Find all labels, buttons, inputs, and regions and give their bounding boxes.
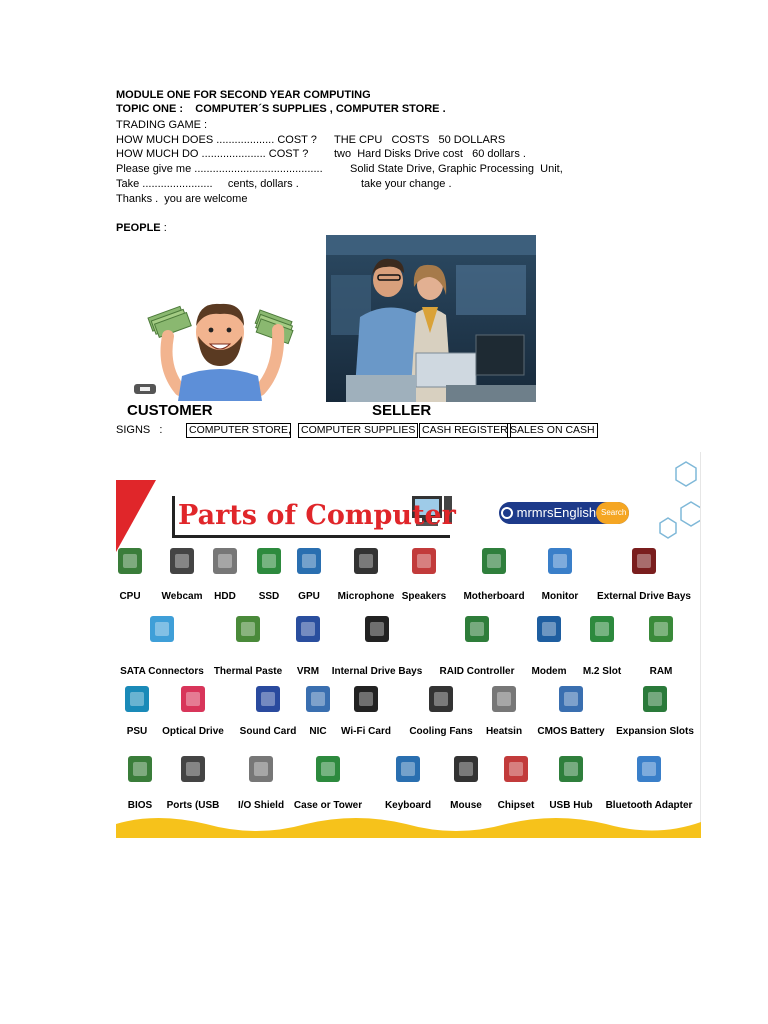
part-label: GPU — [298, 591, 320, 602]
part-label: Chipset — [497, 800, 535, 811]
trading-line-3-left: Please give me .......................................... — [116, 163, 323, 175]
part-icon-sata-connectors-icon — [146, 612, 178, 651]
part-label: Internal Drive Bays — [331, 666, 423, 677]
part-icon-ports-usb-icon — [177, 752, 209, 791]
part-icon-expansion-slots-icon — [639, 682, 671, 721]
part-label: CPU — [119, 591, 141, 602]
part-label: Wi-Fi Card — [341, 726, 391, 737]
part-label: Keyboard — [384, 800, 432, 811]
trading-line-4-right: take your change . — [361, 178, 452, 190]
part-label: Modem — [531, 666, 567, 677]
part-label: RAM — [649, 666, 673, 677]
part-icon-sound-card-icon — [252, 682, 284, 721]
part-icon-monitor-icon — [544, 544, 576, 583]
sign-cash-register: CASH REGISTER — [419, 423, 511, 438]
poster-title: Parts of Computer — [178, 500, 456, 531]
part-icon-cmos-battery-icon — [555, 682, 587, 721]
search-icon — [501, 507, 513, 519]
part-label: BIOS — [127, 800, 153, 811]
part-icon-mouse-icon — [450, 752, 482, 791]
trading-line-2-right: two Hard Disks Drive cost 60 dollars . — [334, 148, 526, 160]
part-icon-internal-drive-bays-icon — [361, 612, 393, 651]
customer-label: CUSTOMER — [127, 402, 213, 419]
customer-cartoon-svg — [120, 298, 320, 401]
thanks-line: Thanks . you are welcome — [116, 193, 248, 205]
part-icon-vrm-icon — [292, 612, 324, 651]
part-icon-nic-icon — [302, 682, 334, 721]
part-label: M.2 Slot — [582, 666, 622, 677]
part-label: External Drive Bays — [597, 591, 691, 602]
seller-photo-svg — [326, 235, 536, 402]
trading-line-4-left: Take ....................... cents, dollars . — [116, 178, 299, 190]
signs-label: SIGNS : — [116, 424, 163, 436]
part-label: I/O Shield — [237, 800, 285, 811]
part-label: SSD — [258, 591, 280, 602]
part-icon-ssd-icon — [253, 544, 285, 583]
sign-computer-supplies: COMPUTER SUPPLIES — [298, 423, 418, 438]
part-icon-m-2-slot-icon — [586, 612, 618, 651]
part-label: Optical Drive — [162, 726, 224, 737]
part-label: PSU — [126, 726, 148, 737]
part-icon-i-o-shield-icon — [245, 752, 277, 791]
trading-line-3-right: Solid State Drive, Graphic Processing Unit, — [350, 163, 563, 175]
trading-line-1-right: THE CPU COSTS 50 DOLLARS — [334, 134, 506, 146]
part-label: Ports (USB — [166, 800, 220, 811]
part-icon-cpu-icon — [116, 544, 146, 583]
part-icon-usb-hub-icon — [555, 752, 587, 791]
topic-title: TOPIC ONE : COMPUTER´S SUPPLIES , COMPUTER STORE . — [116, 103, 446, 115]
part-label: Speakers — [401, 591, 447, 602]
part-icon-modem-icon — [533, 612, 565, 651]
part-icon-optical-drive-icon — [177, 682, 209, 721]
part-icon-bluetooth-adapter-icon — [633, 752, 665, 791]
part-icon-motherboard-icon — [478, 544, 510, 583]
module-title: MODULE ONE FOR SECOND YEAR COMPUTING — [116, 89, 371, 101]
customer-illustration — [120, 298, 320, 401]
part-icon-raid-controller-icon — [461, 612, 493, 651]
parts-of-computer-poster — [116, 452, 701, 838]
part-label: Microphone — [337, 591, 395, 602]
seller-photo — [326, 235, 536, 402]
part-icon-webcam-icon — [166, 544, 198, 583]
people-heading-row — [116, 221, 167, 235]
part-label: Heatsin — [485, 726, 523, 737]
part-label: HDD — [214, 591, 236, 602]
part-label: Mouse — [450, 800, 482, 811]
part-icon-external-drive-bays-icon — [628, 544, 660, 583]
part-label: Cooling Fans — [409, 726, 473, 737]
people-heading: PEOPLE — [116, 222, 161, 234]
poster-brand-text: mrmrsEnglish — [516, 505, 597, 520]
part-label: VRM — [296, 666, 320, 677]
part-label: RAID Controller — [439, 666, 515, 677]
part-icon-microphone-icon — [350, 544, 382, 583]
part-icon-cooling-fans-icon — [425, 682, 457, 721]
part-icon-psu-icon — [121, 682, 153, 721]
poster-search-label: Search — [601, 508, 627, 517]
part-icon-thermal-paste-icon — [232, 612, 264, 651]
part-label: Monitor — [541, 591, 579, 602]
part-label: Sound Card — [239, 726, 297, 737]
people-colon: : — [163, 222, 167, 234]
part-icon-ram-icon — [645, 612, 677, 651]
part-label: CMOS Battery — [537, 726, 605, 737]
part-label: Webcam — [161, 591, 203, 602]
trading-game-heading: TRADING GAME : — [116, 119, 208, 131]
part-icon-hdd-icon — [209, 544, 241, 583]
part-icon-keyboard-icon — [392, 752, 424, 791]
part-icon-wi-fi-card-icon — [350, 682, 382, 721]
poster-brand — [501, 504, 596, 522]
part-label: SATA Connectors — [120, 666, 204, 677]
part-label: NIC — [309, 726, 327, 737]
part-icon-case-or-tower-icon — [312, 752, 344, 791]
seller-label: SELLER — [372, 402, 432, 419]
part-label: Case or Tower — [293, 800, 363, 811]
part-icon-gpu-icon — [293, 544, 325, 583]
part-icon-chipset-icon — [500, 752, 532, 791]
trading-line-1-left: HOW MUCH DOES ................... COST ? — [116, 134, 317, 146]
part-icon-speakers-icon — [408, 544, 440, 583]
part-label: USB Hub — [549, 800, 593, 811]
sign-sales-on-cash: SALES ON CASH — [507, 423, 598, 438]
part-label: Bluetooth Adapter — [605, 800, 693, 811]
part-label: Expansion Slots — [616, 726, 694, 737]
part-icon-heatsin-icon — [488, 682, 520, 721]
part-icon-bios-icon — [124, 752, 156, 791]
trading-line-2-left: HOW MUCH DO ..................... COST ? — [116, 148, 309, 160]
sign-computer-store: COMPUTER STORE — [186, 423, 291, 438]
sign-separator: , — [288, 424, 292, 436]
part-label: Motherboard — [463, 591, 525, 602]
part-label: Thermal Paste — [213, 666, 283, 677]
